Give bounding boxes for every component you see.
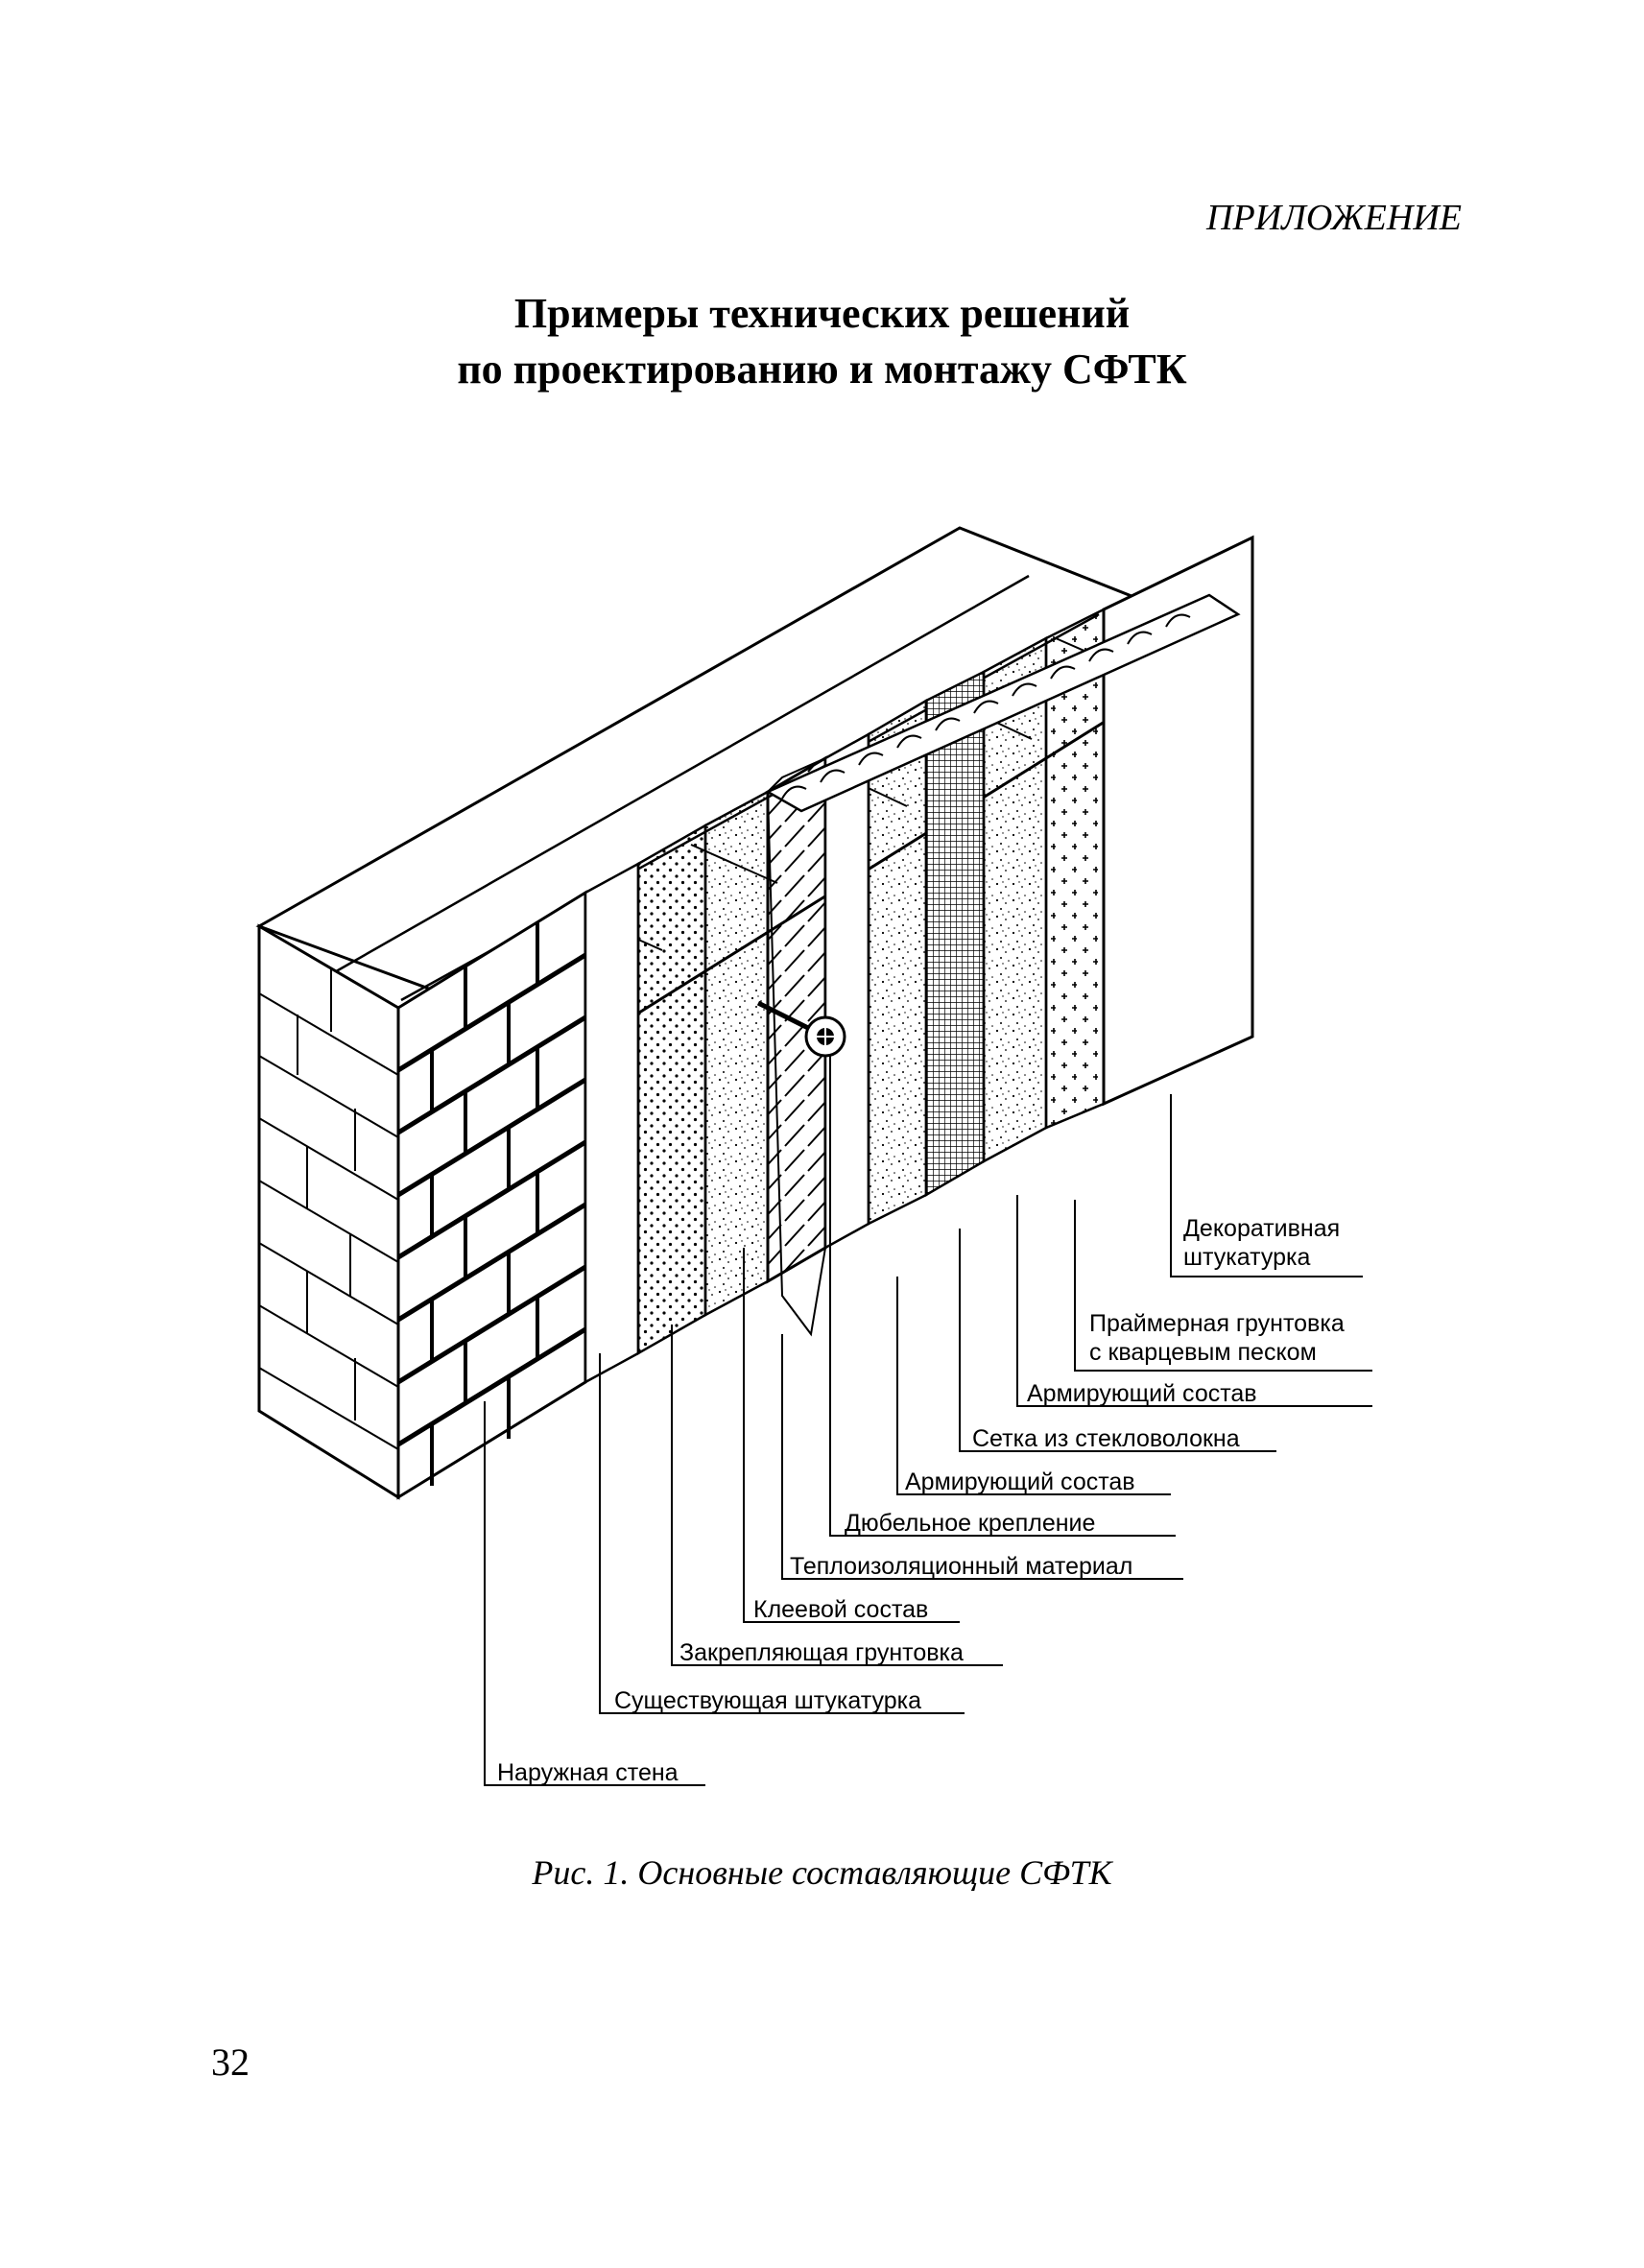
label-insulation: Теплоизоляционный материал <box>790 1553 1133 1580</box>
brick-wall-side <box>259 926 398 1497</box>
label-outer-wall: Наружная стена <box>497 1759 679 1786</box>
label-reinforcing-inner: Армирующий состав <box>905 1468 1135 1495</box>
label-primer-quartz-2: с кварцевым песком <box>1089 1339 1317 1366</box>
label-adhesive: Клеевой состав <box>753 1596 929 1623</box>
label-primer-quartz-1: Праймерная грунтовка <box>1089 1310 1345 1337</box>
label-dowel: Дюбельное крепление <box>845 1510 1096 1537</box>
label-decorative-plaster-2: штукатурка <box>1183 1244 1311 1271</box>
label-fixing-primer: Закрепляющая грунтовка <box>679 1639 964 1666</box>
layer-insulation-edge <box>825 734 869 1248</box>
page-title-line-2: по проектированию и монтажу СФТК <box>457 346 1187 393</box>
layer-reinforcing-inner <box>869 701 926 1224</box>
page-title-line-1: Примеры технических решений <box>513 290 1131 337</box>
section-label: ПРИЛОЖЕНИЕ <box>1206 198 1462 238</box>
page-number: 32 <box>211 2041 250 2084</box>
label-decorative-plaster-1: Декоративная <box>1183 1215 1341 1242</box>
layer-adhesive <box>705 792 768 1315</box>
label-reinforcing-outer: Армирующий состав <box>1027 1380 1257 1407</box>
figure-caption: Рис. 1. Основные составляющие СФТК <box>532 1853 1112 1892</box>
layer-fixing-primer <box>638 825 705 1353</box>
label-existing-plaster: Существующая штукатурка <box>614 1687 922 1714</box>
label-fiberglass-mesh: Сетка из стекловолокна <box>972 1425 1240 1452</box>
layer-existing-plaster <box>585 864 638 1382</box>
